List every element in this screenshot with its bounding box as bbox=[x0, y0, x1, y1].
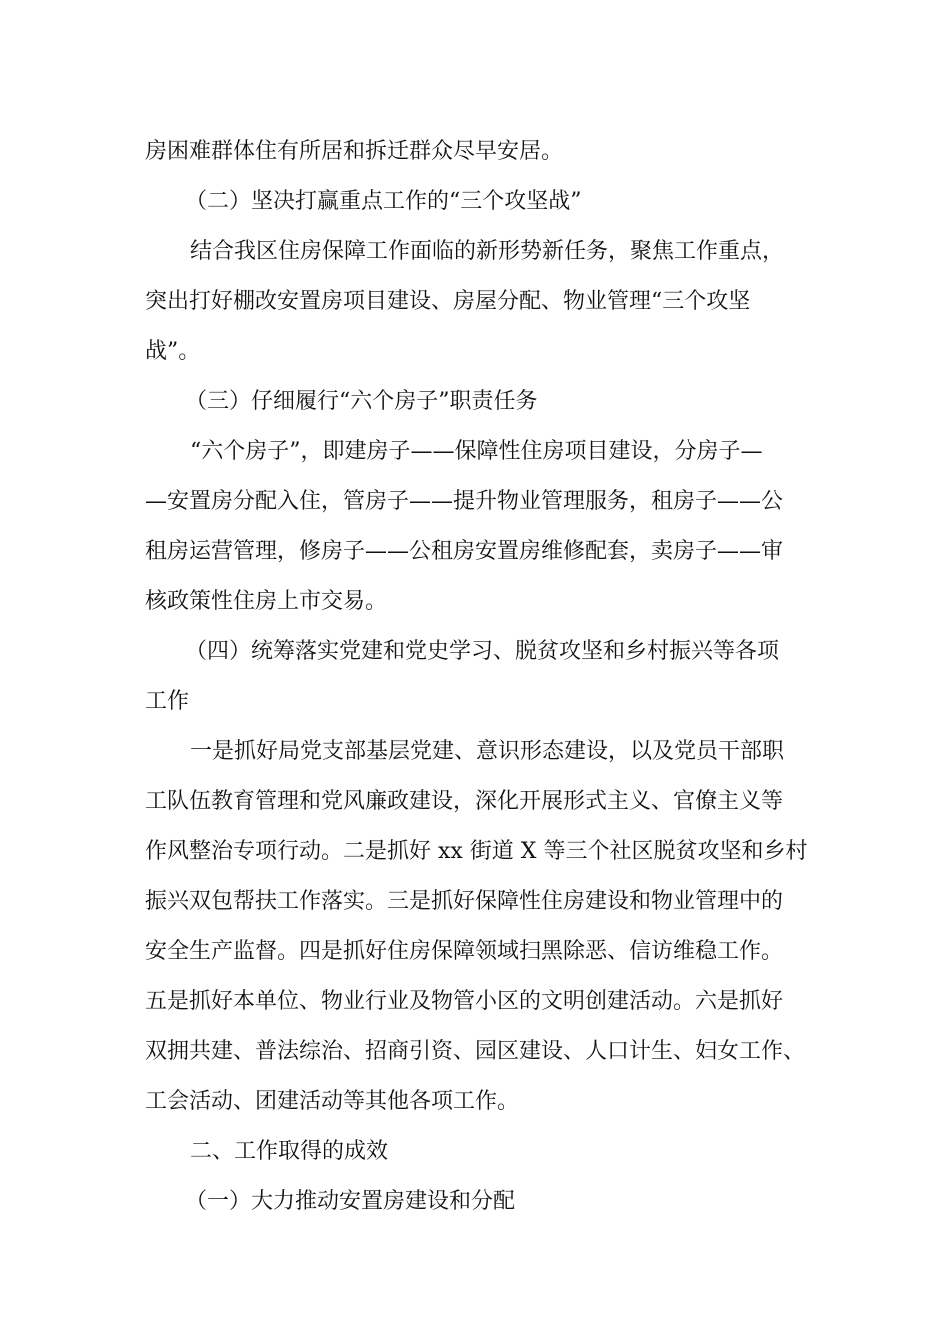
text-line: 战”。 bbox=[145, 339, 201, 364]
text-line: “六个房子”，即建房子——保障性住房项目建设，分房子— bbox=[190, 439, 763, 464]
text-line: 核政策性住房上市交易。 bbox=[145, 589, 388, 614]
section-heading: 二、工作取得的成效 bbox=[190, 1139, 389, 1164]
text-line: 结合我区住房保障工作面临的新形势新任务，聚焦工作重点， bbox=[190, 239, 785, 264]
text-line: 租房运营管理，修房子——公租房安置房维修配套，卖房子——审 bbox=[145, 539, 784, 564]
text-line: 振兴双包帮扶工作落实。三是抓好保障性住房建设和物业管理中的 bbox=[145, 889, 784, 914]
text-line: 作风整治专项行动。二是抓好 xx 街道 X 等三个社区脱贫攻坚和乡村 bbox=[145, 839, 808, 864]
section-heading: （三）仔细履行“六个房子”职责任务 bbox=[185, 389, 538, 414]
section-heading: （一）大力推动安置房建设和分配 bbox=[185, 1189, 516, 1214]
section-heading: （四）统筹落实党建和党史学习、脱贫攻坚和乡村振兴等各项 bbox=[185, 639, 780, 664]
text-line: —安置房分配入住，管房子——提升物业管理服务，租房子——公 bbox=[145, 489, 784, 514]
text-line: 双拥共建、普法综治、招商引资、园区建设、人口计生、妇女工作、 bbox=[145, 1039, 806, 1064]
text-line: 一是抓好局党支部基层党建、意识形态建设，以及党员干部职 bbox=[190, 739, 785, 764]
text-line: 突出打好棚改安置房项目建设、房屋分配、物业管理“三个攻坚 bbox=[145, 289, 751, 314]
text-line: 工会活动、团建活动等其他各项工作。 bbox=[145, 1089, 520, 1114]
section-heading: （二）坚决打赢重点工作的“三个攻坚战” bbox=[185, 189, 582, 214]
text-line: 安全生产监督。四是抓好住房保障领域扫黑除恶、信访维稳工作。 bbox=[145, 939, 784, 964]
text-line: 房困难群体住有所居和拆迁群众尽早安居。 bbox=[145, 139, 564, 164]
text-line: 五是抓好本单位、物业行业及物管小区的文明创建活动。六是抓好 bbox=[145, 989, 784, 1014]
text-line: 工队伍教育管理和党风廉政建设，深化开展形式主义、官僚主义等 bbox=[145, 789, 784, 814]
section-heading: 工作 bbox=[145, 689, 190, 714]
